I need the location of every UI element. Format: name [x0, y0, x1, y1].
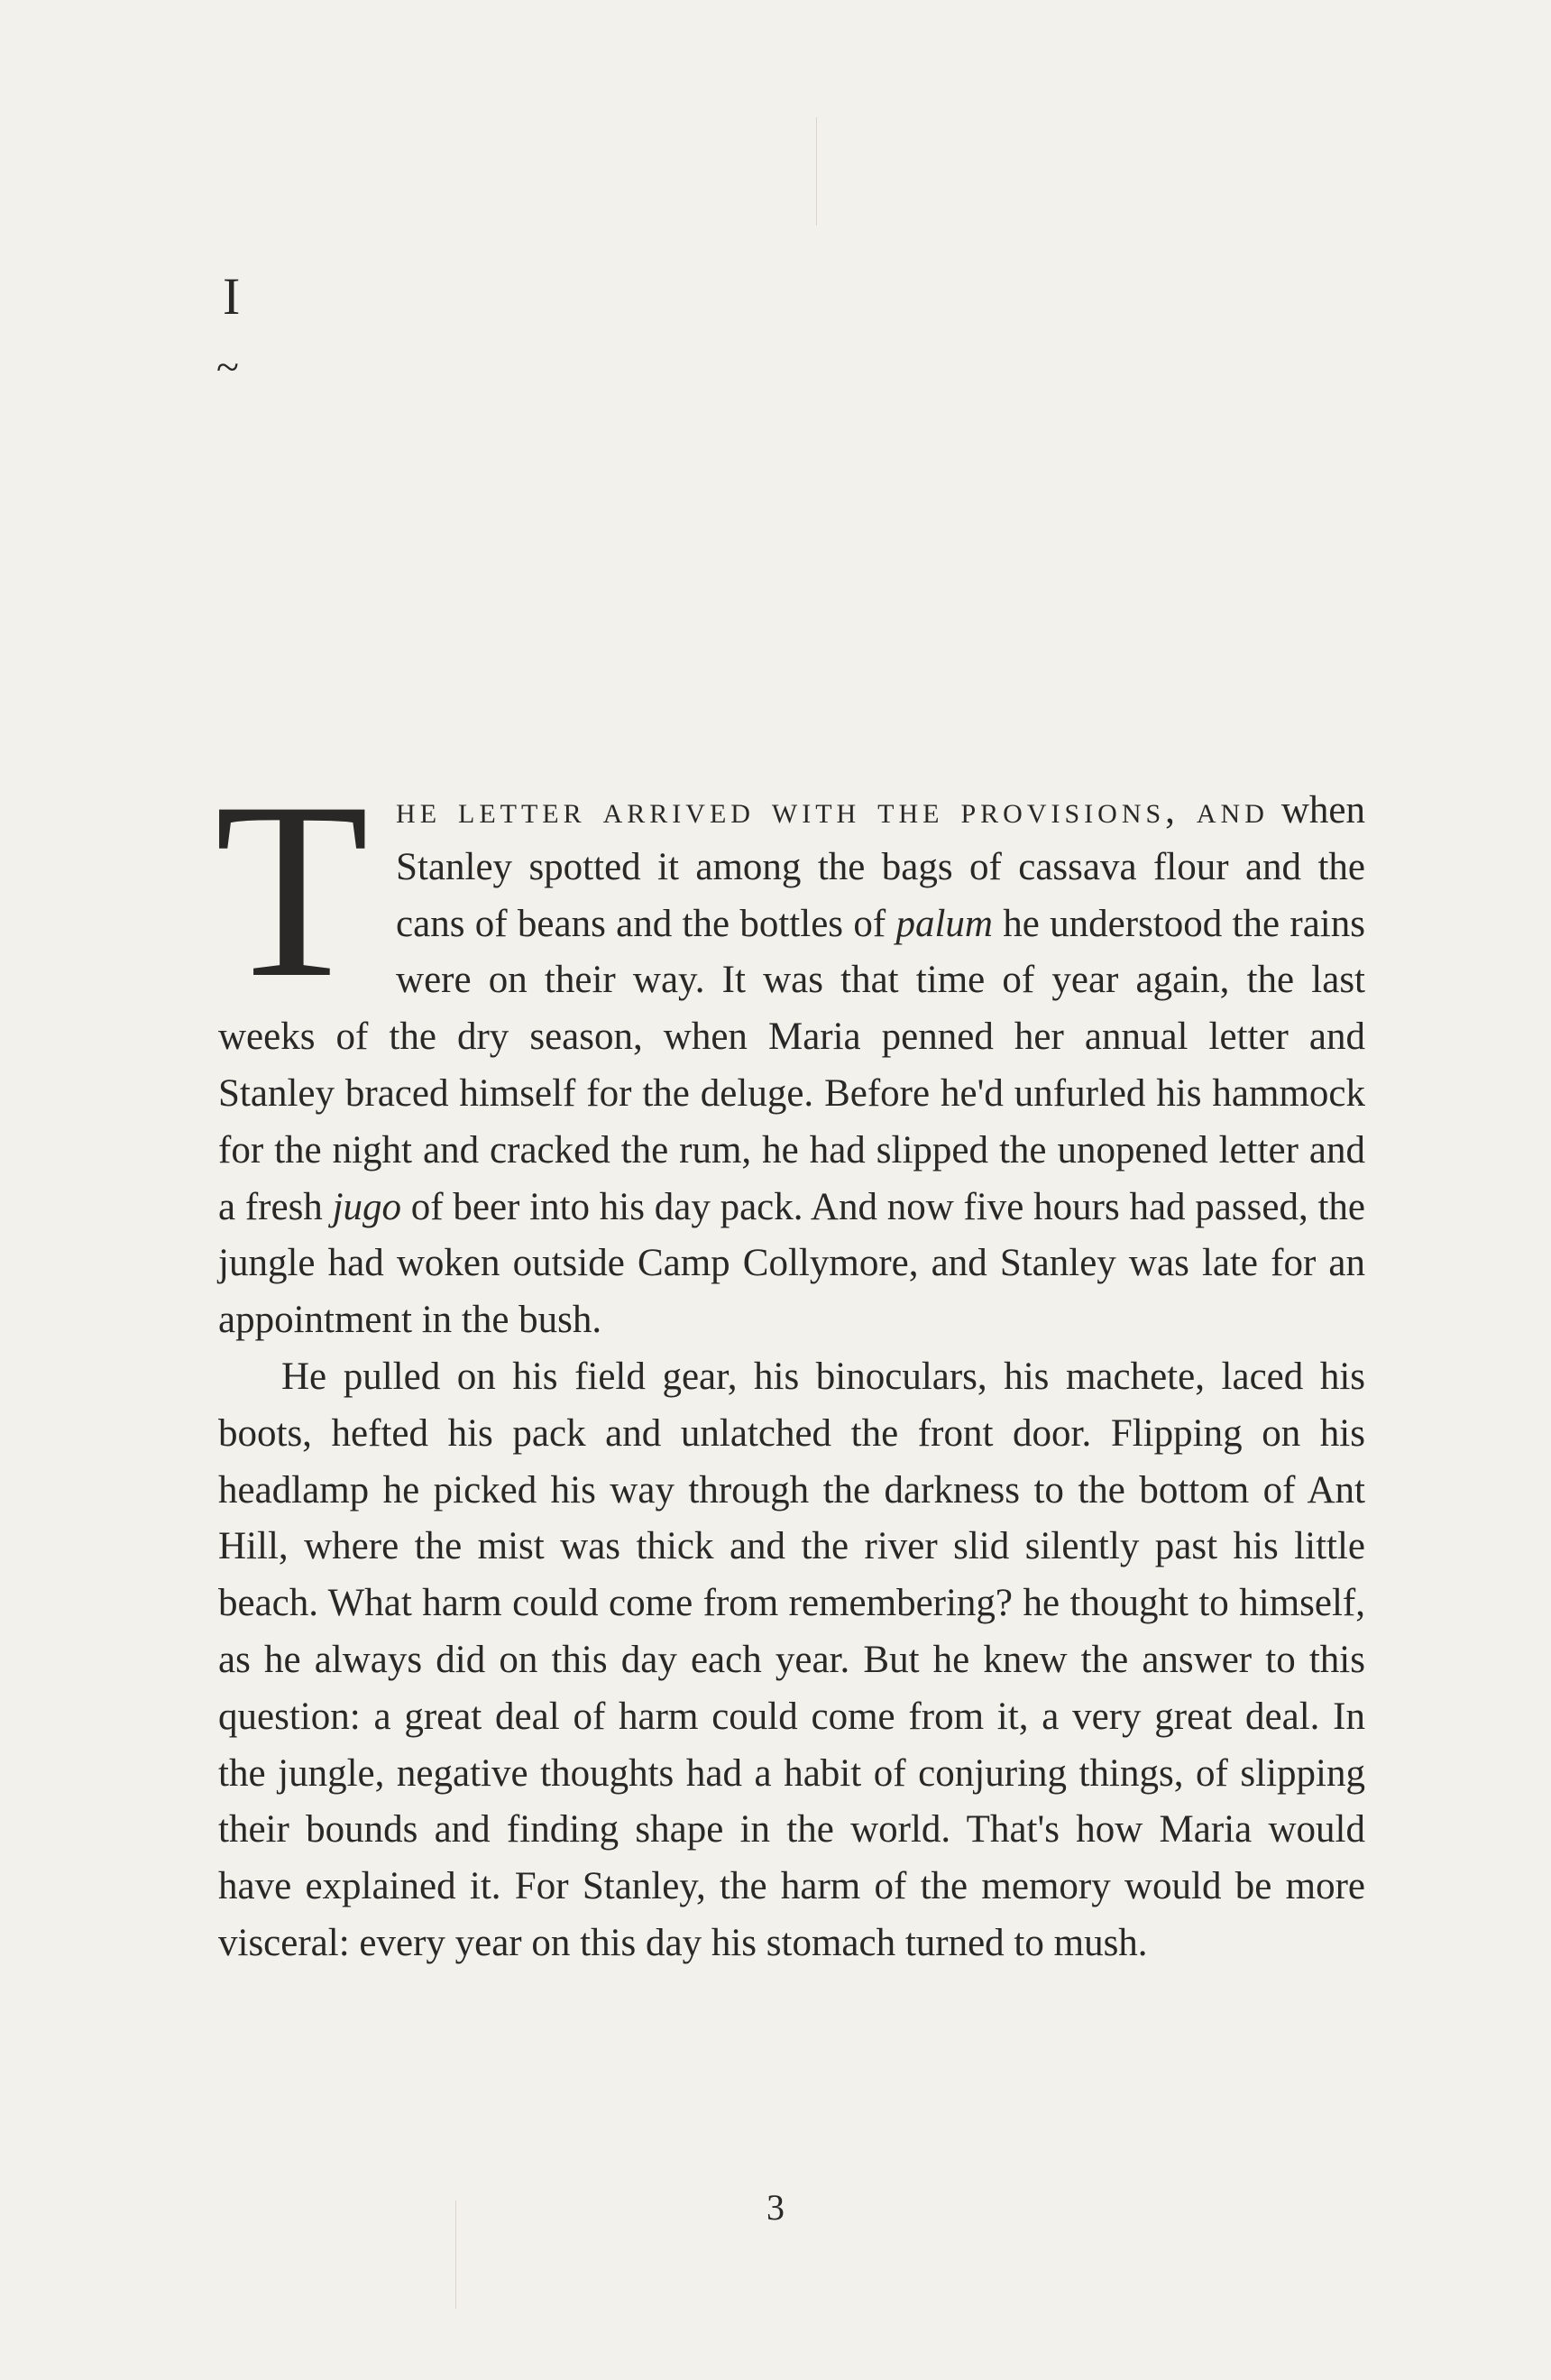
chapter-number: I — [223, 267, 242, 326]
drop-cap: T — [215, 749, 370, 1030]
page-number: 3 — [766, 2187, 785, 2228]
lead-in-small-caps: he letter arrived with the provisions, and — [396, 789, 1269, 832]
scan-artifact-line — [816, 117, 817, 225]
paragraph-2: He pulled on his field gear, his binoculars, his machete, laced his boots, hefted his pack and unlatched the front door. Flipping on his headlamp he picked his way through the darkness to the bottom of Ant Hill, where the mist was thick and the river slid silently past his little beach. What harm could come from remembering? he thought to himself, as he always did on this day each year. But he knew the answer to this question: a great deal of harm could come from it, a very great deal. In the jungle, negative thoughts had a habit of conjuring things, of slipping their bounds and finding shape in the world. That's how Maria would have explained it. For Stanley, the harm of the memory would be more visceral: every year on this day his stomach turned to mush. — [218, 1355, 1365, 1964]
paragraph-1-text-c: of beer into his day pack. And now five hours had passed, the jungle had woken outside Camp Collymore, and Stanley was late for an appointment in the bush. — [218, 1185, 1365, 1342]
chapter-body — [215, 749, 1365, 1972]
italic-word-palum: palum — [895, 902, 993, 945]
paragraph-1-text-a: when Stanley spotted it among the bags of cassava flour and the cans of beans and the bottles of — [396, 789, 1365, 945]
italic-word-jugo: jugo — [332, 1185, 402, 1228]
paragraph-1 — [215, 749, 1365, 1349]
paragraph-1-text-b: he understood the rains were on their way. It was that time of year again, the last weeks of the dry season, when Maria penned her annual letter and Stanley braced himself for the deluge. Before he'd unfurled his hammock for the night and cracked the rum, he had slipped the unopened letter and a fresh — [218, 902, 1365, 1228]
chapter-ornament: ~ — [216, 344, 239, 390]
